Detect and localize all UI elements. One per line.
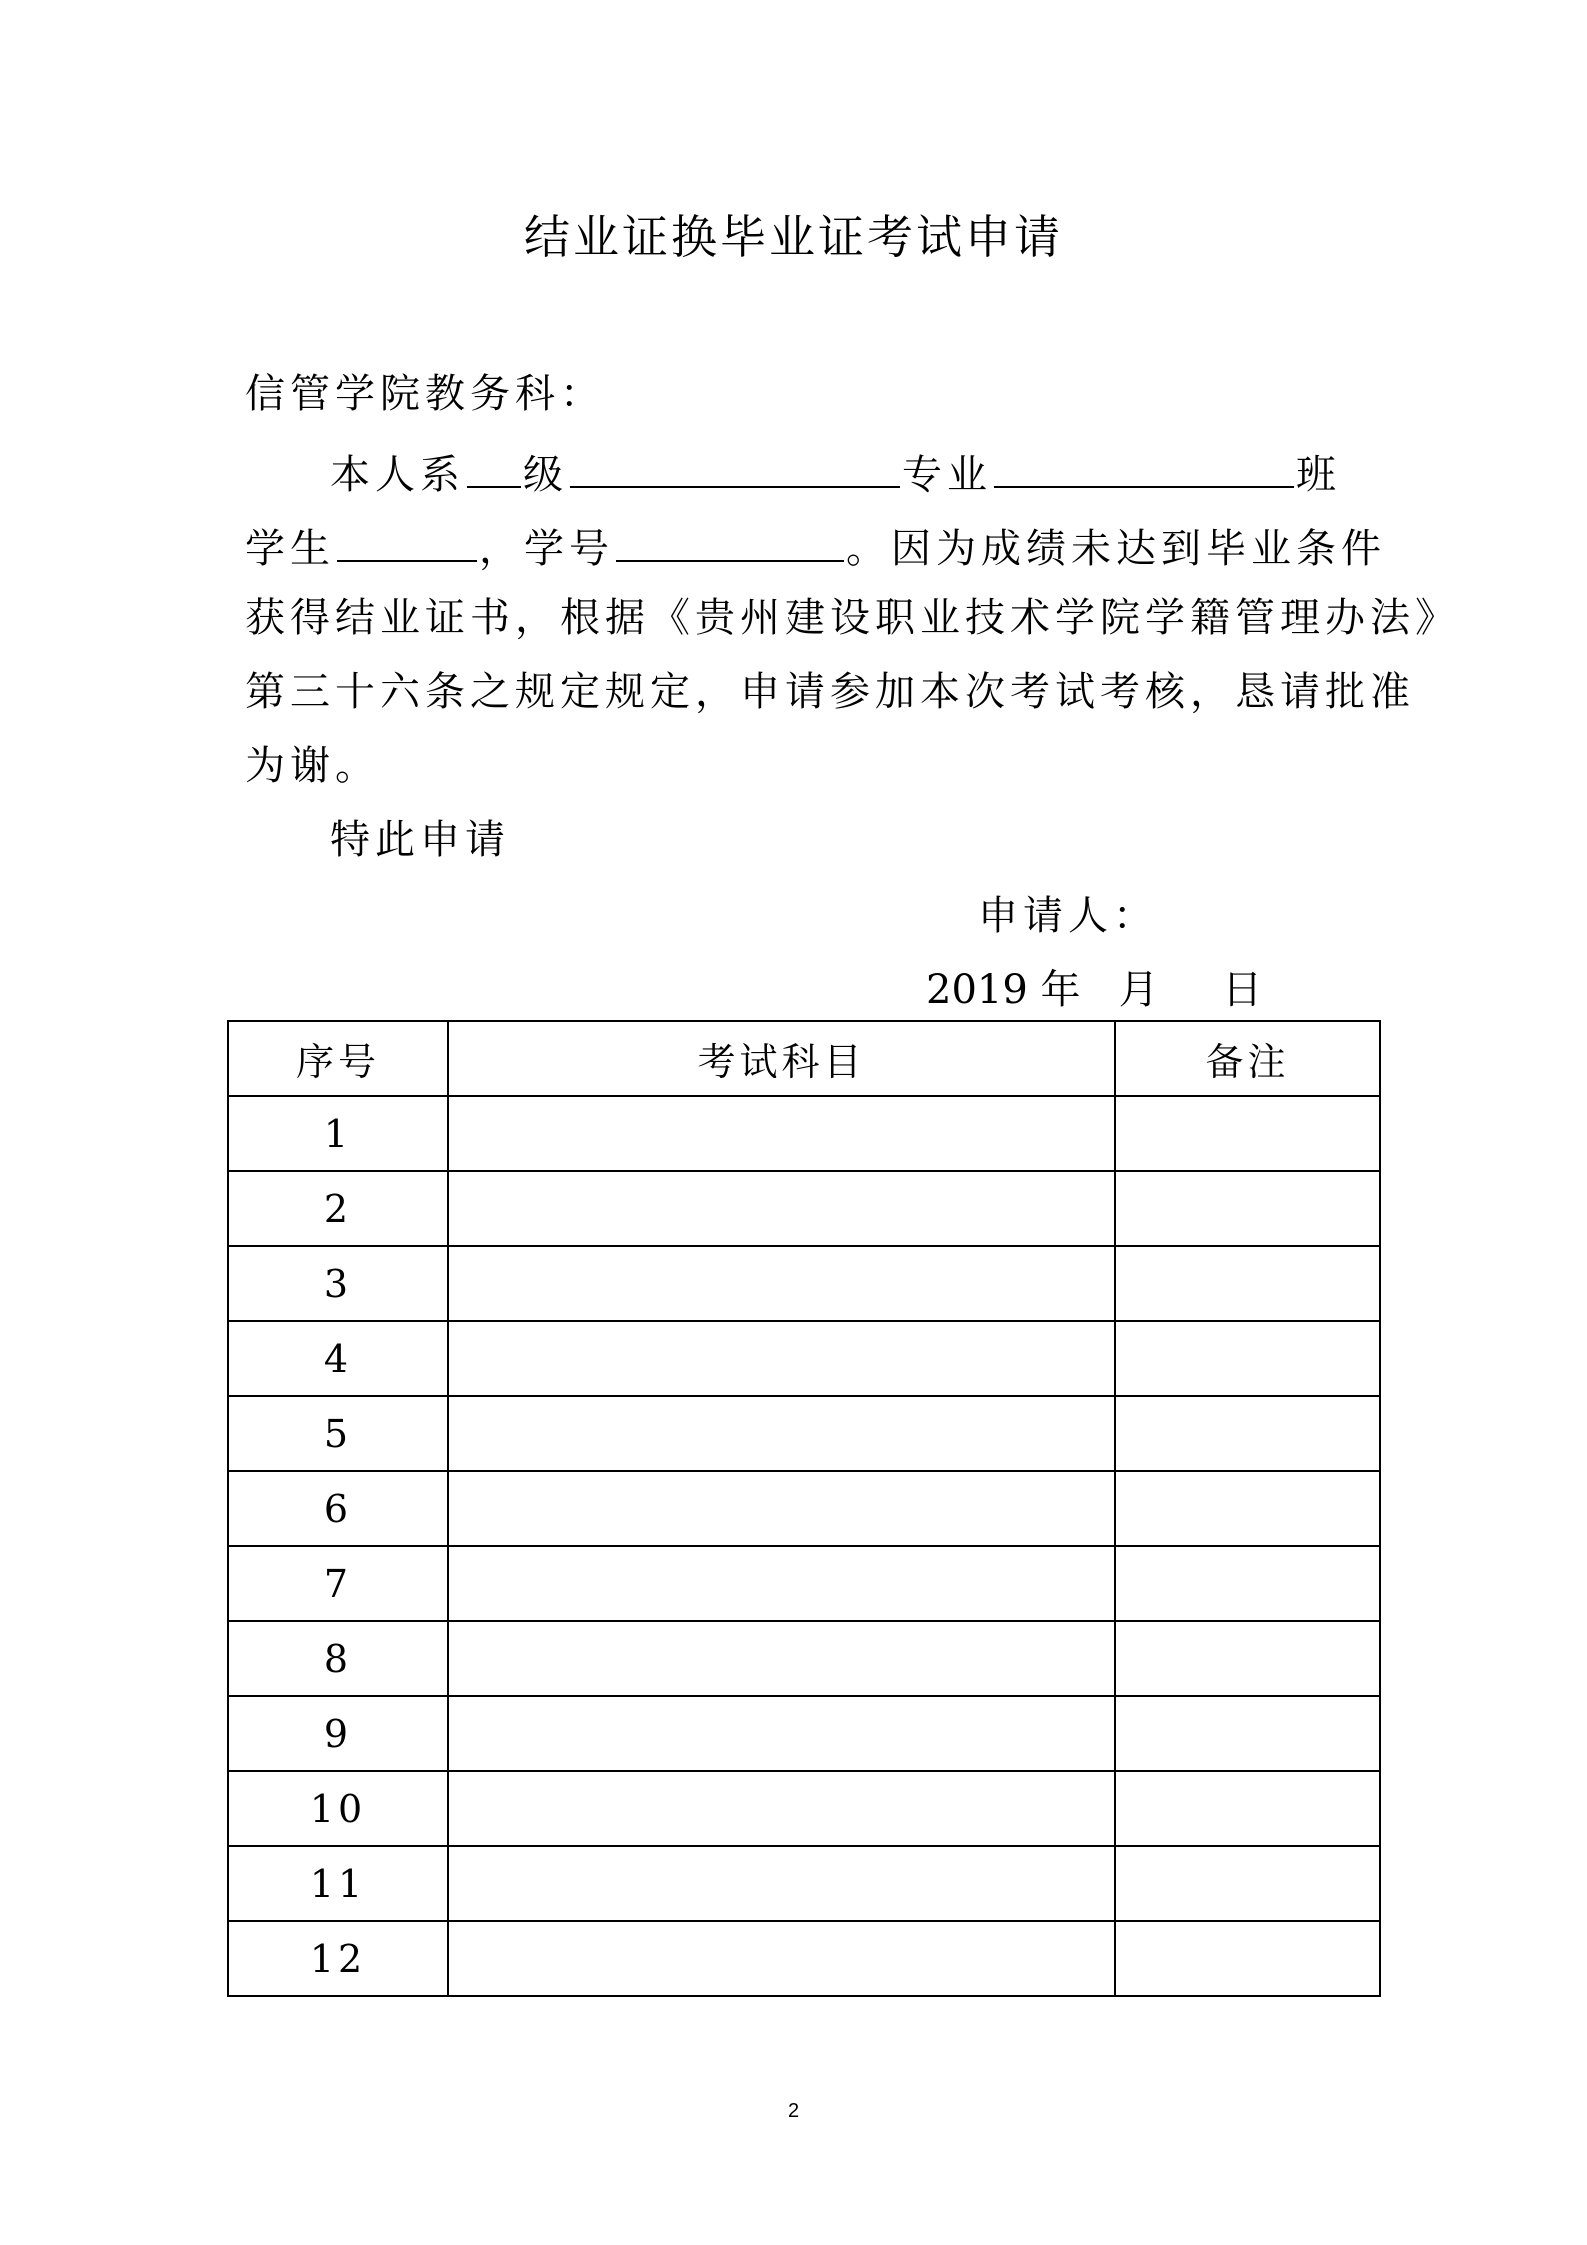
remark-cell[interactable] xyxy=(1115,1771,1380,1846)
remark-cell[interactable] xyxy=(1115,1396,1380,1471)
remark-cell[interactable] xyxy=(1115,1171,1380,1246)
remark-cell[interactable] xyxy=(1115,1846,1380,1921)
table-header-row xyxy=(228,1021,1380,1096)
subject-cell[interactable] xyxy=(448,1696,1115,1771)
major-blank[interactable] xyxy=(994,442,1294,488)
grade-blank[interactable] xyxy=(467,442,521,488)
header-index: 序号 xyxy=(228,1021,448,1096)
salutation: 信管学院教务科： xyxy=(245,371,605,417)
paragraph-line-4: 第三十六条之规定规定，申请参加本次考试考核，恳请批准 xyxy=(245,669,1415,715)
subject-cell[interactable] xyxy=(448,1921,1115,1996)
text-segment: 学生 xyxy=(245,526,335,572)
row-index: 9 xyxy=(228,1696,448,1771)
table-row xyxy=(228,1846,1380,1921)
date-line xyxy=(926,962,1262,1018)
row-index: 1 xyxy=(228,1096,448,1171)
page-number: 2 xyxy=(787,2100,800,2122)
date-year: 2019 xyxy=(926,967,1028,1013)
subject-cell[interactable] xyxy=(448,1471,1115,1546)
table-row xyxy=(228,1921,1380,1996)
subject-cell[interactable] xyxy=(448,1321,1115,1396)
header-subject: 考试科目 xyxy=(448,1021,1115,1096)
table-row xyxy=(228,1171,1380,1246)
row-index: 6 xyxy=(228,1471,448,1546)
exam-subject-table xyxy=(227,1020,1381,1997)
row-index: 7 xyxy=(228,1546,448,1621)
table-row xyxy=(228,1546,1380,1621)
paragraph-line-1 xyxy=(330,442,1341,503)
row-index: 5 xyxy=(228,1396,448,1471)
paragraph-line-2 xyxy=(245,516,1386,577)
remark-cell[interactable] xyxy=(1115,1696,1380,1771)
table-row xyxy=(228,1246,1380,1321)
document-title: 结业证换毕业证考试申请 xyxy=(524,210,1063,264)
student-name-blank[interactable] xyxy=(337,516,477,562)
row-index: 4 xyxy=(228,1321,448,1396)
student-id-blank[interactable] xyxy=(616,516,844,562)
table-row xyxy=(228,1771,1380,1846)
remark-cell[interactable] xyxy=(1115,1096,1380,1171)
department-blank[interactable] xyxy=(570,442,900,488)
text-segment: 级 xyxy=(523,452,568,498)
table-row xyxy=(228,1396,1380,1471)
paragraph-line-3: 获得结业证书，根据《贵州建设职业技术学院学籍管理办法》 xyxy=(245,595,1460,641)
remark-cell[interactable] xyxy=(1115,1921,1380,1996)
remark-cell[interactable] xyxy=(1115,1471,1380,1546)
table-row xyxy=(228,1096,1380,1171)
subject-cell[interactable] xyxy=(448,1546,1115,1621)
closing-text: 特此申请 xyxy=(330,817,510,863)
table-row xyxy=(228,1321,1380,1396)
date-year-unit: 年 xyxy=(1040,967,1081,1013)
subject-cell[interactable] xyxy=(448,1246,1115,1321)
applicant-label: 申请人： xyxy=(978,893,1158,939)
row-index: 10 xyxy=(228,1771,448,1846)
subject-cell[interactable] xyxy=(448,1171,1115,1246)
remark-cell[interactable] xyxy=(1115,1321,1380,1396)
paragraph-line-5: 为谢。 xyxy=(245,743,380,789)
text-segment: 。因为成绩未达到毕业条件 xyxy=(846,526,1386,572)
subject-cell[interactable] xyxy=(448,1771,1115,1846)
row-index: 11 xyxy=(228,1846,448,1921)
date-day-unit: 日 xyxy=(1222,967,1263,1013)
text-segment: 专业 xyxy=(902,452,992,498)
date-month-unit: 月 xyxy=(1118,967,1159,1013)
table-row xyxy=(228,1471,1380,1546)
table-row xyxy=(228,1696,1380,1771)
row-index: 2 xyxy=(228,1171,448,1246)
subject-cell[interactable] xyxy=(448,1621,1115,1696)
text-segment: ，学号 xyxy=(479,526,614,572)
row-index: 8 xyxy=(228,1621,448,1696)
row-index: 3 xyxy=(228,1246,448,1321)
remark-cell[interactable] xyxy=(1115,1546,1380,1621)
subject-cell[interactable] xyxy=(448,1846,1115,1921)
row-index: 12 xyxy=(228,1921,448,1996)
subject-cell[interactable] xyxy=(448,1396,1115,1471)
text-segment: 班 xyxy=(1296,452,1341,498)
subject-cell[interactable] xyxy=(448,1096,1115,1171)
header-remark: 备注 xyxy=(1115,1021,1380,1096)
text-segment: 本人系 xyxy=(330,452,465,498)
remark-cell[interactable] xyxy=(1115,1246,1380,1321)
table-row xyxy=(228,1621,1380,1696)
remark-cell[interactable] xyxy=(1115,1621,1380,1696)
